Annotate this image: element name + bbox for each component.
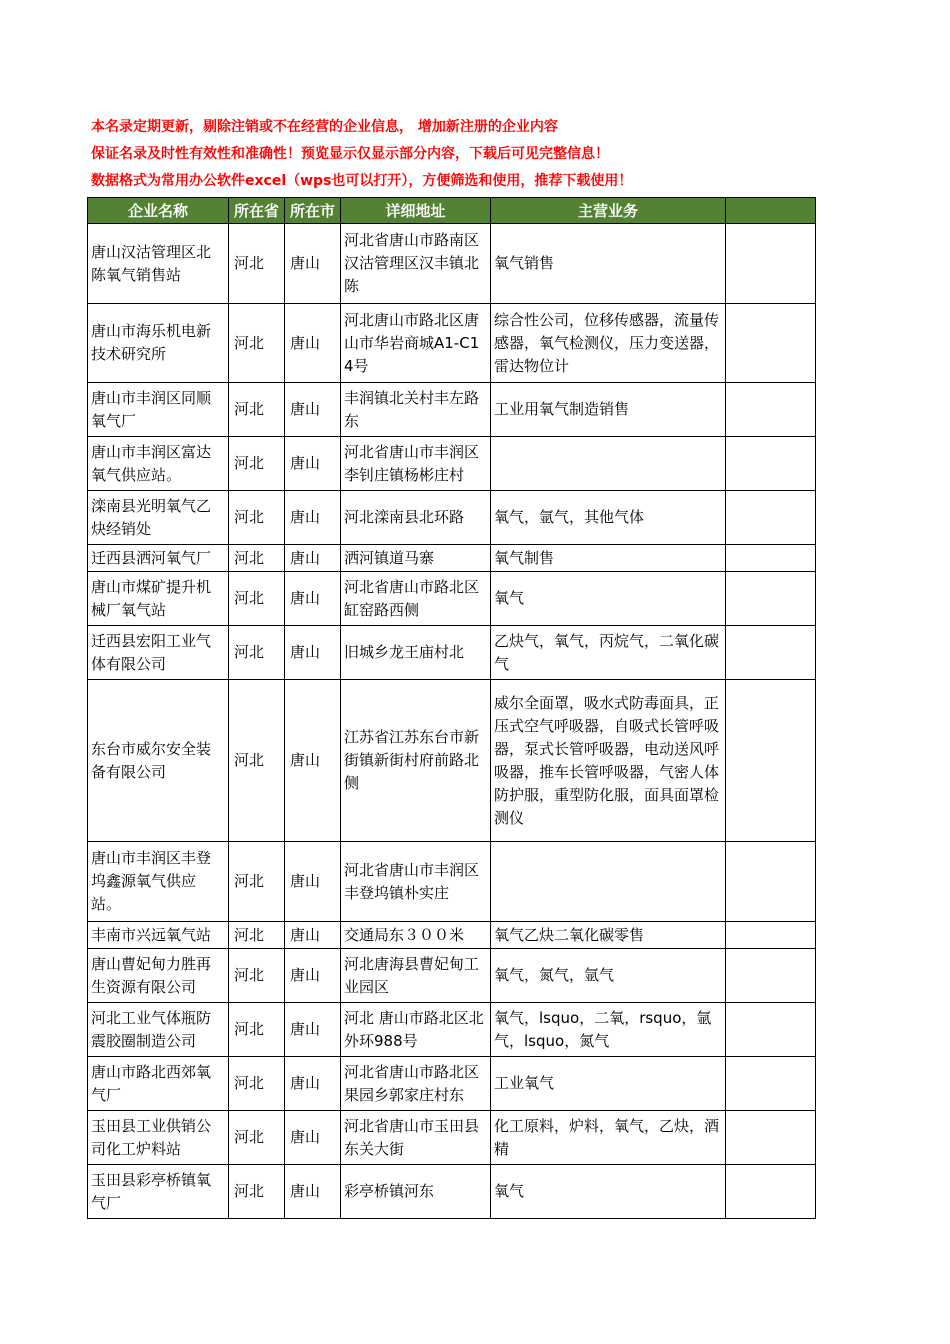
- cell-address: 彩亭桥镇河东: [341, 1165, 491, 1219]
- cell-province: 河北: [229, 1111, 285, 1165]
- cell-business: 乙炔气，氧气，丙烷气，二氧化碳气: [491, 626, 726, 680]
- cell-province: 河北: [229, 1165, 285, 1219]
- cell-company-name: 唐山市丰润区富达氧气供应站。: [88, 437, 229, 491]
- table-row: [88, 842, 816, 922]
- cell-city: 唐山: [285, 1165, 341, 1219]
- cell-company-name: 丰南市兴远氧气站: [88, 922, 229, 949]
- cell-city: 唐山: [285, 437, 341, 491]
- cell-business: 工业用氧气制造销售: [491, 383, 726, 437]
- cell-extra: [726, 922, 816, 949]
- cell-extra: [726, 572, 816, 626]
- cell-city: 唐山: [285, 680, 341, 842]
- cell-extra: [726, 224, 816, 304]
- cell-company-name: 唐山市丰润区同顺氧气厂: [88, 383, 229, 437]
- cell-city: 唐山: [285, 224, 341, 304]
- cell-business: 氧气: [491, 572, 726, 626]
- company-directory-table: [87, 197, 816, 1219]
- cell-extra: [726, 949, 816, 1003]
- cell-address: 河北省唐山市丰润区李钊庄镇杨彬庄村: [341, 437, 491, 491]
- table-row: [88, 1165, 816, 1219]
- cell-business: 氧气制售: [491, 545, 726, 572]
- cell-province: 河北: [229, 922, 285, 949]
- column-header-address: 详细地址: [341, 198, 491, 224]
- table-row: [88, 304, 816, 383]
- cell-address: 河北唐山市路北区唐山市华岩商城A1-C14号: [341, 304, 491, 383]
- cell-business: 氧气，氮气，氩气: [491, 949, 726, 1003]
- cell-city: 唐山: [285, 491, 341, 545]
- table-header-row: [88, 198, 816, 224]
- cell-business: 氧气，lsquo，二氧，rsquo，氩气，lsquo，氮气: [491, 1003, 726, 1057]
- cell-company-name: 唐山曹妃甸力胜再生资源有限公司: [88, 949, 229, 1003]
- cell-province: 河北: [229, 680, 285, 842]
- cell-extra: [726, 304, 816, 383]
- cell-extra: [726, 842, 816, 922]
- cell-extra: [726, 383, 816, 437]
- cell-extra: [726, 437, 816, 491]
- cell-company-name: 东台市威尔安全装备有限公司: [88, 680, 229, 842]
- cell-extra: [726, 1111, 816, 1165]
- cell-company-name: 玉田县工业供销公司化工炉料站: [88, 1111, 229, 1165]
- cell-address: 河北省唐山市路北区果园乡郭家庄村东: [341, 1057, 491, 1111]
- cell-company-name: 唐山汉沽管理区北陈氧气销售站: [88, 224, 229, 304]
- cell-business: 氧气乙炔二氧化碳零售: [491, 922, 726, 949]
- cell-city: 唐山: [285, 842, 341, 922]
- cell-company-name: 玉田县彩亭桥镇氧气厂: [88, 1165, 229, 1219]
- cell-province: 河北: [229, 1057, 285, 1111]
- cell-province: 河北: [229, 949, 285, 1003]
- cell-city: 唐山: [285, 545, 341, 572]
- cell-city: 唐山: [285, 572, 341, 626]
- cell-address: 旧城乡龙王庙村北: [341, 626, 491, 680]
- notice-line-2: 保证名录及时性有效性和准确性！预览显示仅显示部分内容，下载后可见完整信息！: [91, 146, 609, 162]
- table-row: [88, 922, 816, 949]
- table-row: [88, 1111, 816, 1165]
- cell-extra: [726, 680, 816, 842]
- cell-extra: [726, 545, 816, 572]
- cell-address: 丰润镇北关村丰左路东: [341, 383, 491, 437]
- column-header-city: 所在市: [285, 198, 341, 224]
- cell-business: 工业氧气: [491, 1057, 726, 1111]
- cell-city: 唐山: [285, 383, 341, 437]
- column-header-province: 所在省: [229, 198, 285, 224]
- cell-province: 河北: [229, 545, 285, 572]
- cell-province: 河北: [229, 437, 285, 491]
- cell-address: 洒河镇道马寨: [341, 545, 491, 572]
- cell-company-name: 唐山市路北西郊氧气厂: [88, 1057, 229, 1111]
- cell-address: 江苏省江苏东台市新街镇新街村府前路北侧: [341, 680, 491, 842]
- cell-province: 河北: [229, 224, 285, 304]
- table-row: [88, 545, 816, 572]
- cell-province: 河北: [229, 304, 285, 383]
- cell-province: 河北: [229, 842, 285, 922]
- cell-address: 河北唐海县曹妃甸工业园区: [341, 949, 491, 1003]
- cell-address: 河北省唐山市丰润区丰登坞镇朴实庄: [341, 842, 491, 922]
- cell-city: 唐山: [285, 304, 341, 383]
- cell-extra: [726, 1003, 816, 1057]
- notice-line-1: 本名录定期更新，剔除注销或不在经营的企业信息， 增加新注册的企业内容: [91, 119, 558, 135]
- cell-province: 河北: [229, 626, 285, 680]
- cell-company-name: 滦南县光明氧气乙炔经销处: [88, 491, 229, 545]
- table-row: [88, 572, 816, 626]
- cell-address: 河北省唐山市路北区缸窑路西侧: [341, 572, 491, 626]
- cell-address: 河北省唐山市玉田县东关大街: [341, 1111, 491, 1165]
- cell-city: 唐山: [285, 1003, 341, 1057]
- cell-extra: [726, 626, 816, 680]
- cell-extra: [726, 491, 816, 545]
- notice-line-3: 数据格式为常用办公软件excel（wps也可以打开），方便筛选和使用，推荐下载使用！: [91, 173, 633, 189]
- cell-city: 唐山: [285, 1057, 341, 1111]
- cell-business: 氧气，氩气，其他气体: [491, 491, 726, 545]
- cell-province: 河北: [229, 572, 285, 626]
- cell-address: 河北 唐山市路北区北外环988号: [341, 1003, 491, 1057]
- cell-company-name: 唐山市煤矿提升机械厂氧气站: [88, 572, 229, 626]
- cell-province: 河北: [229, 383, 285, 437]
- table-row: [88, 680, 816, 842]
- cell-province: 河北: [229, 1003, 285, 1057]
- table-row: [88, 491, 816, 545]
- cell-city: 唐山: [285, 626, 341, 680]
- table-row: [88, 1057, 816, 1111]
- cell-address: 河北省唐山市路南区汉沽管理区汉丰镇北陈: [341, 224, 491, 304]
- cell-extra: [726, 1057, 816, 1111]
- cell-company-name: 唐山市丰润区丰登坞鑫源氧气供应站。: [88, 842, 229, 922]
- column-header-business: 主营业务: [491, 198, 726, 224]
- table-row: [88, 224, 816, 304]
- cell-business: [491, 842, 726, 922]
- cell-address: 交通局东３００米: [341, 922, 491, 949]
- cell-extra: [726, 1165, 816, 1219]
- cell-province: 河北: [229, 491, 285, 545]
- cell-business: 氧气销售: [491, 224, 726, 304]
- cell-city: 唐山: [285, 949, 341, 1003]
- cell-business: [491, 437, 726, 491]
- cell-address: 河北滦南县北环路: [341, 491, 491, 545]
- table-row: [88, 626, 816, 680]
- cell-business: 氧气: [491, 1165, 726, 1219]
- table-row: [88, 437, 816, 491]
- cell-city: 唐山: [285, 1111, 341, 1165]
- cell-business: 综合性公司，位移传感器，流量传感器，氧气检测仪，压力变送器，雷达物位计: [491, 304, 726, 383]
- column-header-extra: [726, 198, 816, 224]
- table-row: [88, 949, 816, 1003]
- cell-company-name: 迁西县洒河氧气厂: [88, 545, 229, 572]
- cell-company-name: 河北工业气体瓶防震胶圈制造公司: [88, 1003, 229, 1057]
- cell-company-name: 唐山市海乐机电新技术研究所: [88, 304, 229, 383]
- cell-company-name: 迁西县宏阳工业气体有限公司: [88, 626, 229, 680]
- table-row: [88, 1003, 816, 1057]
- cell-business: 化工原料，炉料，氧气，乙炔，酒精: [491, 1111, 726, 1165]
- table-row: [88, 383, 816, 437]
- cell-business: 威尔全面罩，吸水式防毒面具，正压式空气呼吸器，自吸式长管呼吸器，泵式长管呼吸器，电动送风呼吸器，推车长管呼吸器，气密人体防护服，重型防化服，面具面罩检测仪: [491, 680, 726, 842]
- cell-city: 唐山: [285, 922, 341, 949]
- column-header-company-name: 企业名称: [88, 198, 229, 224]
